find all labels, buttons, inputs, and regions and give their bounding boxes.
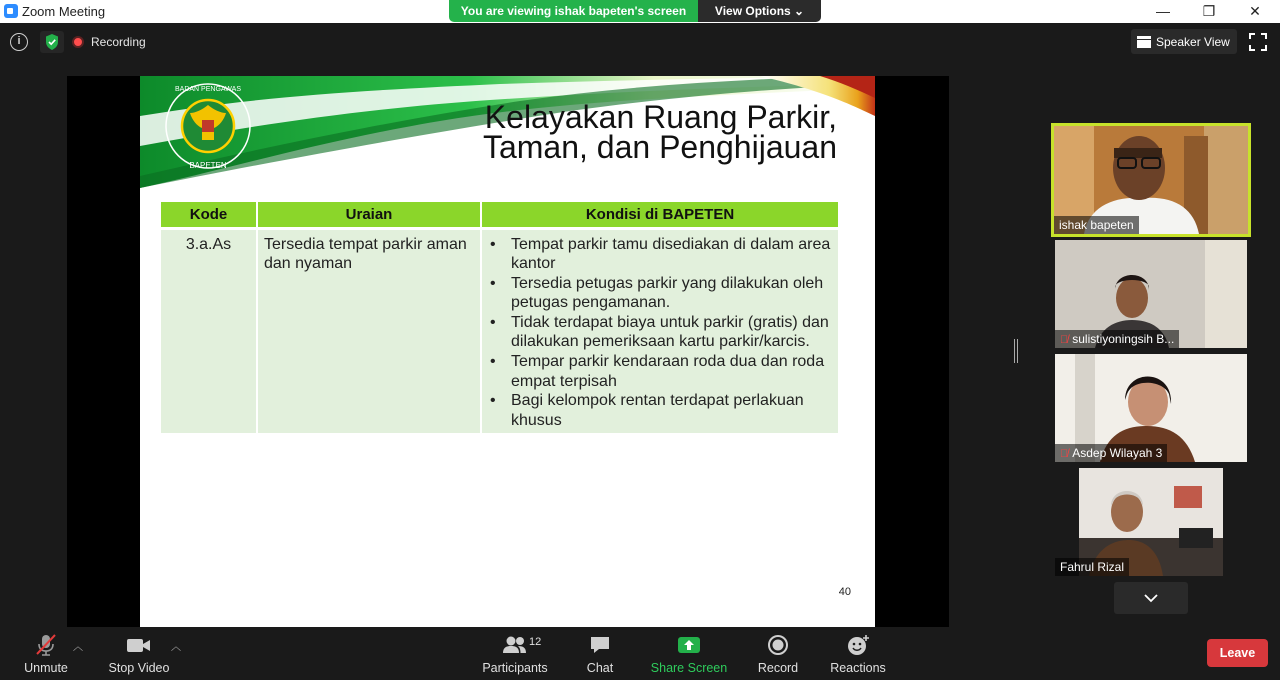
- chat-icon: [587, 632, 613, 658]
- cell-kode: 3.a.As: [161, 228, 257, 433]
- participant-name: ishak bapeten: [1054, 216, 1139, 234]
- list-item: • Bagi kelompok rentan terdapat perlakuan khusus: [488, 391, 832, 430]
- slide-title-line-1: Kelayakan Ruang Parkir,: [484, 99, 837, 135]
- participant-name: [1055, 444, 1167, 462]
- chat-label: Chat: [586, 661, 614, 675]
- cell-kondisi: [481, 228, 838, 433]
- close-button[interactable]: ✕: [1249, 3, 1261, 19]
- header-uraian: Uraian: [257, 202, 481, 228]
- record-icon: [765, 632, 791, 658]
- leave-button[interactable]: Leave: [1207, 639, 1268, 667]
- share-screen-label: Share Screen: [650, 661, 728, 675]
- stop-video-label: Stop Video: [108, 661, 170, 675]
- reactions-label: Reactions: [830, 661, 886, 675]
- meeting-toolbar: [0, 628, 1280, 680]
- info-icon[interactable]: i: [10, 33, 28, 51]
- viewing-screen-text: You are viewing ishak bapeten's screen: [449, 0, 698, 22]
- scroll-participants-button[interactable]: [1114, 582, 1188, 614]
- list-item: • Tersedia petugas parkir yang dilakukan oleh petugas pengamanan.: [488, 274, 832, 313]
- audio-options-caret-icon[interactable]: ︿: [73, 642, 83, 653]
- record-label: Record: [757, 661, 799, 675]
- chevron-down-icon: [1114, 582, 1188, 614]
- speaker-view-button[interactable]: [1131, 29, 1237, 54]
- kondisi-list: [488, 235, 832, 431]
- window-title: Zoom Meeting: [22, 4, 106, 19]
- screen-share-banner: [449, 0, 821, 22]
- slide-page-number: 40: [838, 586, 851, 598]
- recording-label: Recording: [91, 35, 146, 49]
- view-options-button[interactable]: View Options ⌄: [698, 0, 821, 22]
- stop-video-button[interactable]: [104, 628, 174, 680]
- unmute-label: Unmute: [24, 661, 68, 675]
- header-kode: Kode: [161, 202, 257, 228]
- reactions-button[interactable]: [826, 628, 890, 680]
- participants-icon: [500, 632, 530, 658]
- list-item: • Tidak terdapat biaya untuk parkir (gratis) dan dilakukan pemeriksaan kartu parkir/karcis.: [488, 313, 832, 352]
- participant-video-ishak[interactable]: [1051, 123, 1251, 237]
- security-shield-icon[interactable]: [40, 31, 64, 53]
- muted-mic-icon: 🎙̸: [1060, 334, 1069, 346]
- bapeten-logo: [162, 80, 254, 172]
- minimize-button[interactable]: —: [1156, 3, 1170, 19]
- list-item: • Tempar parkir kendaraan roda dua dan roda empat terpisah: [488, 352, 832, 391]
- list-item: • Tempat parkir tamu disediakan di dalam area kantor: [488, 235, 832, 274]
- presentation-slide: [140, 76, 875, 627]
- zoom-app-icon: [4, 4, 18, 18]
- participant-video-sulistiyoningsih[interactable]: [1055, 240, 1247, 348]
- maximize-button[interactable]: ❐: [1202, 3, 1216, 19]
- share-screen-icon: [675, 632, 703, 658]
- cell-uraian: Tersedia tempat parkir aman dan nyaman: [257, 228, 481, 433]
- muted-mic-icon: 🎙̸: [1060, 448, 1069, 460]
- video-camera-icon: [125, 632, 153, 658]
- muted-microphone-icon: [33, 632, 59, 658]
- panel-resize-handle[interactable]: [1014, 339, 1018, 363]
- reactions-smiley-icon: [844, 632, 872, 658]
- svg-text:BAPETEN: BAPETEN: [189, 161, 227, 170]
- participant-video-asdep[interactable]: [1055, 354, 1247, 462]
- speaker-view-label: Speaker View: [1156, 34, 1230, 49]
- video-options-caret-icon[interactable]: ︿: [171, 642, 181, 653]
- recording-dot-icon: [72, 36, 84, 48]
- slide-title-line-2: Taman, dan Penghijauan: [482, 129, 837, 165]
- header-kondisi: Kondisi di BAPETEN: [481, 202, 838, 228]
- fullscreen-icon[interactable]: [1249, 33, 1267, 51]
- participant-name-text: Asdep Wilayah 3: [1072, 446, 1163, 460]
- participant-name: [1055, 330, 1179, 348]
- table-header-row: [161, 202, 838, 228]
- participant-name: Fahrul Rizal: [1055, 558, 1129, 576]
- svg-text:BADAN PENGAWAS: BADAN PENGAWAS: [175, 86, 241, 93]
- record-button[interactable]: [752, 628, 804, 680]
- chat-button[interactable]: [576, 628, 624, 680]
- participants-label: Participants: [482, 661, 548, 675]
- participant-name-text: sulistiyoningsih B...: [1072, 332, 1175, 346]
- shared-screen: [67, 76, 949, 627]
- participant-video-fahrul[interactable]: [1055, 468, 1247, 576]
- speaker-view-icon: [1137, 36, 1151, 48]
- table-row: [161, 228, 838, 433]
- unmute-button[interactable]: [16, 628, 76, 680]
- criteria-table: [161, 202, 838, 433]
- share-screen-button[interactable]: [648, 628, 730, 680]
- recording-indicator[interactable]: [72, 31, 146, 53]
- participants-count: 12: [529, 636, 542, 648]
